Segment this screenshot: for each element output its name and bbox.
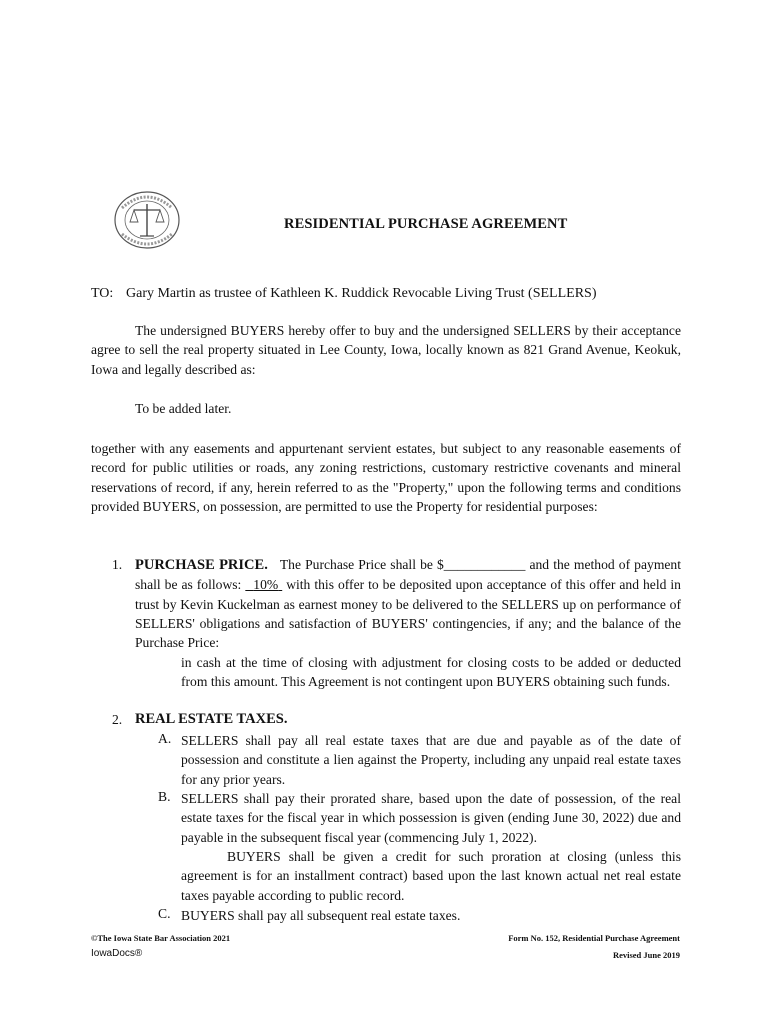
section-1-text-2: and the method of payment shall be as follows: xyxy=(135,557,681,593)
footer-revised: Revised June 2019 xyxy=(612,950,680,960)
section-2b-label: B. xyxy=(158,789,171,804)
document-title: RESIDENTIAL PURCHASE AGREEMENT xyxy=(284,216,568,232)
section-1-text-1: The Purchase Price shall be $ xyxy=(279,557,444,572)
section-1-number: 1. xyxy=(112,557,123,572)
section-2-number: 2. xyxy=(112,712,123,727)
section-1-heading: PURCHASE PRICE. xyxy=(135,557,268,573)
to-label: TO: xyxy=(91,286,114,301)
section-1-body xyxy=(135,555,681,652)
addressee-line xyxy=(91,286,596,302)
earnest-percent xyxy=(245,577,282,592)
addressee-text: Gary Martin as trustee of Kathleen K. Ruddick Revocable Living Trust (SELLERS) xyxy=(126,286,597,301)
intro-paragraph: The undersigned BUYERS hereby offer to buy and the undersigned SELLERS by their acceptance agree to sell the real property situated in Lee County, Iowa, locally known as 821 Grand Avenue, Keokuk, Iowa and legally described as: xyxy=(91,323,681,377)
section-2b-credit-text: BUYERS shall be given a credit for such proration at closing (unless this agreement is for an installment contract) based upon the last known actual net real estate taxes payable according to public record. xyxy=(181,849,681,903)
together-paragraph: together with any easements and appurtenant servient estates, but subject to any reasonable easements of record for public utilities or roads, any zoning restrictions, customary restrictive covenants and mineral reservations of record, if any, herein referred to as the "Property," upon the following terms and conditions provided BUYERS, on possession, are permitted to use the Property for residential purposes: xyxy=(91,441,681,514)
footer-copyright: ©The Iowa State Bar Association 2021 xyxy=(91,933,231,943)
purchase-price-blank: ____________ xyxy=(443,557,526,572)
section-1-text-3: with this offer to be deposited upon acceptance of this offer and held in trust by Kevin Kuckelman as earnest money to be delivered to the SELLERS up on performance of SELLERS' obligations and satisfaction of BUYERS' contingencies, if any; and the balance of the Purchase Price: xyxy=(135,577,681,651)
balance-payment-text: in cash at the time of closing with adjustment for closing costs to be added or deducted from this amount. This Agreement is not contingent upon BUYERS obtaining such funds. xyxy=(181,655,681,690)
section-2-heading: REAL ESTATE TAXES. xyxy=(135,711,288,727)
bar-association-seal-logo xyxy=(112,190,182,250)
earnest-percent-value: 10% xyxy=(253,577,279,593)
section-2c-text: BUYERS shall pay all subsequent real estate taxes. xyxy=(181,908,461,923)
footer-form-number: Form No. 152, Residential Purchase Agreement xyxy=(508,933,680,943)
section-2b-text: SELLERS shall pay their prorated share, based upon the date of possession, of the real estate taxes for the fiscal year in which possession is given (ending June 30, 2022) due and payable in the subsequent fiscal year (commencing July 1, 2022). xyxy=(181,791,681,845)
section-2a-label: A. xyxy=(158,731,172,746)
section-2a-text: SELLERS shall pay all real estate taxes that are due and payable as of the date of possession and constitute a lien against the Property, including any unpaid real estate taxes for any prior years. xyxy=(181,733,681,787)
legal-description: To be added later. xyxy=(135,401,232,416)
section-2c-label: C. xyxy=(158,906,171,921)
footer-brand: IowaDocs® xyxy=(91,948,143,959)
